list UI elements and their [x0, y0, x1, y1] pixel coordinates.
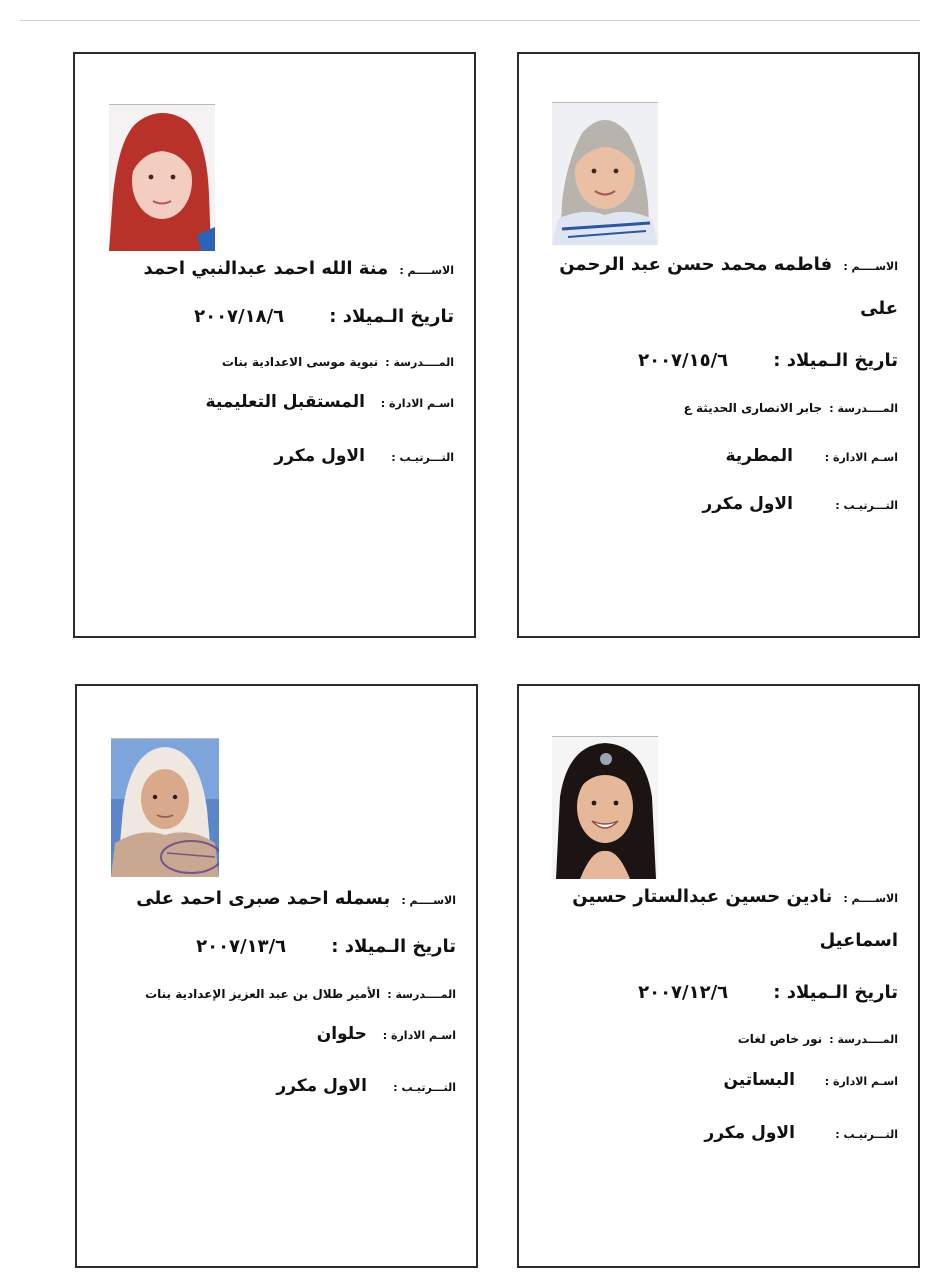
administration-value: المطرية [725, 446, 793, 466]
birth-date-value: ٢٠٠٧/١٨/٦ [194, 306, 285, 327]
administration-value: المستقبل التعليمية [205, 392, 365, 412]
rank-label: التـــرتيـب : [835, 1128, 898, 1141]
student-name: بسمله احمد صبرى احمد على [136, 888, 391, 909]
rank-value: الاول مكرر [276, 1076, 367, 1096]
student-photo-image [111, 739, 219, 877]
rank-label: التـــرتيـب : [391, 451, 454, 464]
student-card [517, 684, 920, 1268]
birth-date-label: تاريخ الـميلاد : [331, 936, 456, 957]
name-label: الاســــم : [843, 260, 898, 273]
school-name: نبوية موسى الاعدادية بنات [221, 355, 379, 369]
student-photo [109, 104, 215, 251]
school-label: المــــدرسة : [829, 1033, 898, 1046]
school-label: المــــدرسة : [387, 988, 456, 1001]
student-photo-image [552, 737, 658, 879]
school-name: نور خاص لغات [737, 1032, 823, 1046]
student-name-continued: على [860, 298, 898, 319]
administration-label: اسـم الادارة : [380, 397, 454, 410]
school-label: المــــدرسة : [829, 402, 898, 415]
student-name: نادين حسين عبدالستار حسين [572, 886, 833, 907]
student-name-continued: اسماعيل [819, 930, 898, 951]
birth-date-label: تاريخ الـميلاد : [329, 306, 454, 327]
name-label: الاســــم : [843, 892, 898, 905]
name-label: الاســــم : [401, 894, 456, 907]
birth-date-label: تاريخ الـميلاد : [773, 350, 898, 371]
student-card [73, 52, 476, 638]
school-label: المــــدرسة : [385, 356, 454, 369]
birth-date-value: ٢٠٠٧/١٢/٦ [638, 982, 729, 1003]
student-photo [111, 738, 219, 877]
rank-value: الاول مكرر [702, 494, 793, 514]
administration-label: اسـم الادارة : [824, 1075, 898, 1088]
top-divider [20, 20, 920, 21]
student-photo-image [109, 105, 215, 251]
student-photo [552, 736, 658, 879]
rank-label: التـــرتيـب : [393, 1081, 456, 1094]
administration-value: حلوان [316, 1024, 367, 1044]
administration-label: اسـم الادارة : [382, 1029, 456, 1042]
student-card [517, 52, 920, 638]
name-label: الاســــم : [399, 264, 454, 277]
rank-value: الاول مكرر [704, 1123, 795, 1143]
rank-value: الاول مكرر [274, 446, 365, 466]
student-card [75, 684, 478, 1268]
student-photo-image [552, 103, 658, 245]
administration-value: البساتين [723, 1070, 795, 1090]
administration-label: اسـم الادارة : [824, 451, 898, 464]
student-photo [552, 102, 658, 245]
birth-date-value: ٢٠٠٧/١٣/٦ [196, 936, 287, 957]
birth-date-label: تاريخ الـميلاد : [773, 982, 898, 1003]
birth-date-value: ٢٠٠٧/١٥/٦ [638, 350, 729, 371]
school-name: جابر الانصارى الحديثة ع [683, 401, 823, 415]
rank-label: التـــرتيـب : [835, 499, 898, 512]
student-name: فاطمه محمد حسن عبد الرحمن [559, 254, 833, 275]
school-name: الأمير طلال بن عبد العزيز الإعدادية بنات [145, 987, 381, 1001]
student-name: منة الله احمد عبدالنبي احمد [143, 258, 389, 279]
